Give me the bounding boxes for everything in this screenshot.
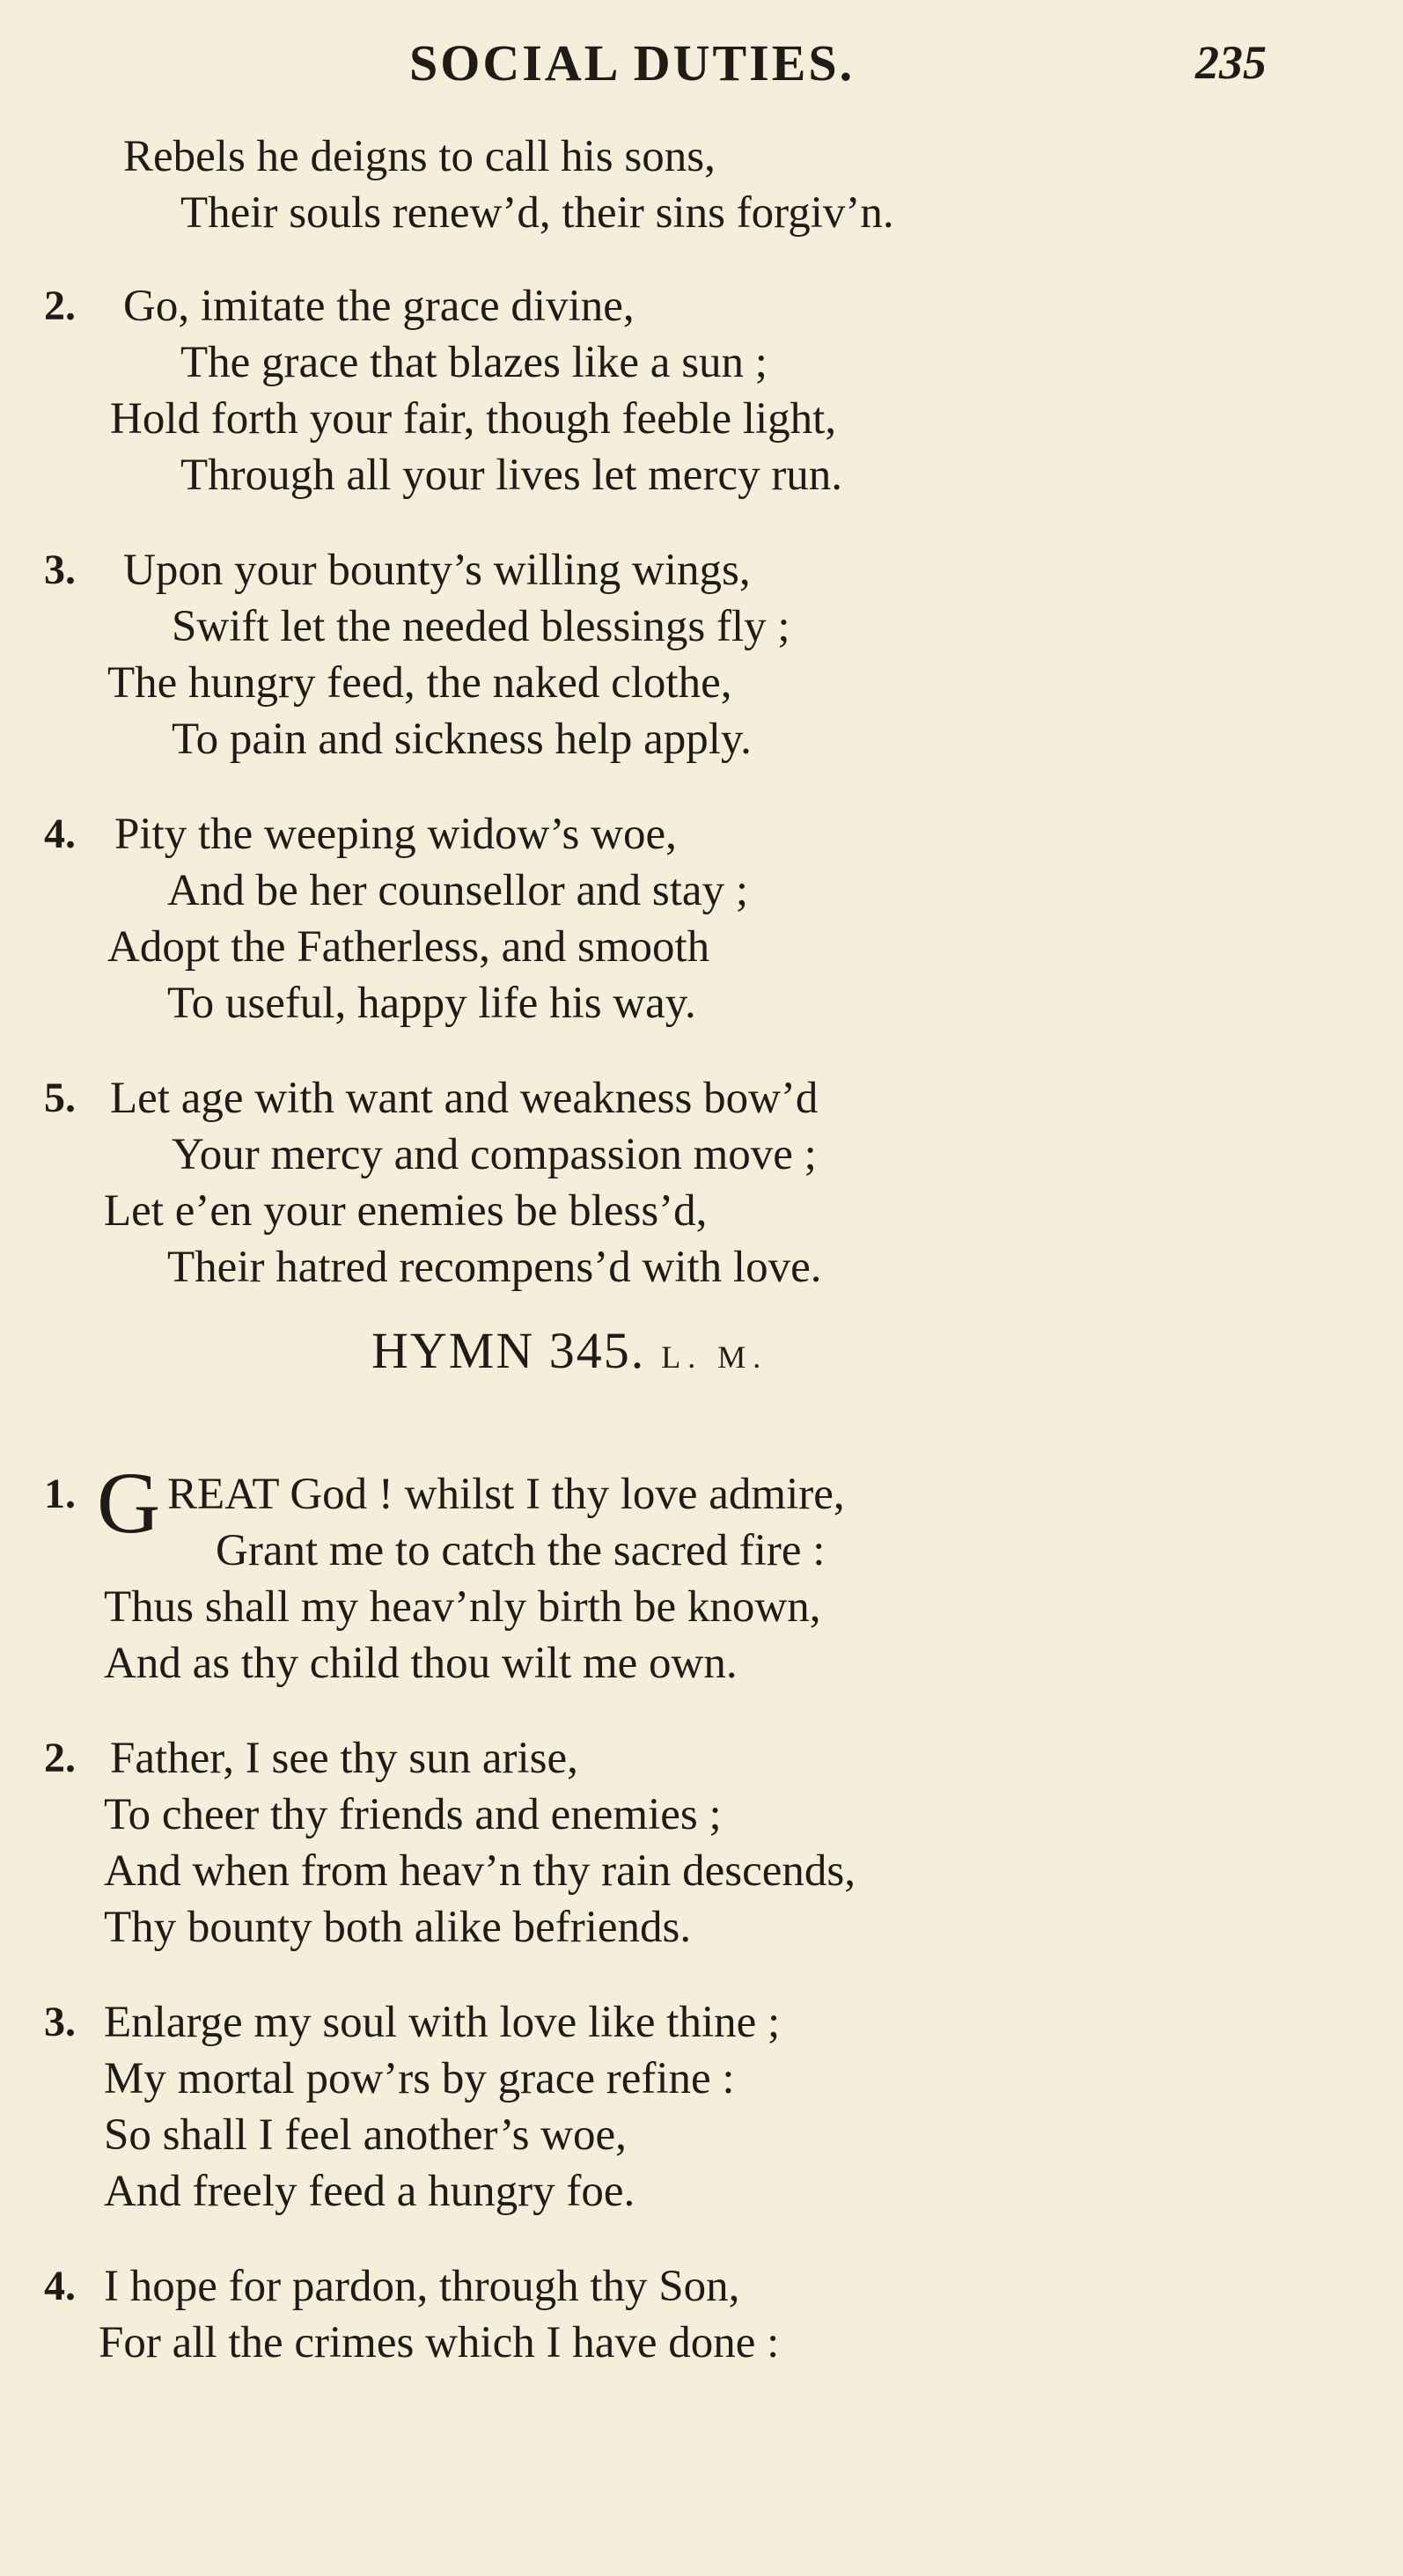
verse-line: Pity the weeping widow’s woe,: [114, 810, 677, 859]
verse-line: Thus shall my heav’nly birth be known,: [104, 1582, 821, 1632]
verse-line: Upon your bounty’s willing wings,: [123, 546, 751, 595]
stanza-number: 2.: [44, 283, 76, 329]
verse-line: And be her counsellor and stay ;: [167, 866, 748, 915]
hymn-title: HYMN 345.: [371, 1322, 646, 1379]
stanza-number: 1.: [44, 1471, 76, 1517]
stanza-number: 4.: [44, 811, 76, 857]
verse-line: Enlarge my soul with love like thine ;: [104, 1998, 781, 2047]
verse-line: To pain and sickness help apply.: [172, 715, 752, 764]
verse-line: To useful, happy life his way.: [167, 979, 696, 1028]
verse-line: To cheer thy friends and enemies ;: [104, 1790, 722, 1839]
verse-line: For all the crimes which I have done :: [99, 2318, 780, 2367]
verse-line: Hold forth your fair, though feeble light,: [110, 394, 837, 444]
verse-line: Let age with want and weakness bow’d: [110, 1074, 819, 1123]
verse-line: Through all your lives let mercy run.: [180, 451, 843, 500]
verse-line: Go, imitate the grace divine,: [123, 282, 635, 331]
verse-line: Their souls renew’d, their sins forgiv’n.: [180, 188, 894, 238]
running-title: SOCIAL DUTIES.: [409, 34, 856, 92]
verse-line: Your mercy and compassion move ;: [172, 1130, 817, 1179]
verse-line: Let e’en your enemies be bless’d,: [104, 1186, 708, 1236]
verse-line: My mortal pow’rs by grace refine :: [104, 2054, 735, 2103]
stanza-number: 3.: [44, 1999, 76, 2045]
verse-line: Father, I see thy sun arise,: [110, 1734, 578, 1783]
verse-line: So shall I feel another’s woe,: [104, 2110, 627, 2160]
drop-cap: G: [97, 1454, 161, 1552]
stanza-number: 2.: [44, 1735, 76, 1781]
verse-line: The grace that blazes like a sun ;: [180, 338, 768, 387]
hymn-heading: [371, 1320, 768, 1388]
verse-line: Swift let the needed blessings fly ;: [172, 602, 790, 651]
verse-line: Their hatred recompens’d with love.: [167, 1243, 822, 1292]
verse-line: Rebels he deigns to call his sons,: [123, 132, 716, 181]
verse-line: REAT God ! whilst I thy love admire,: [167, 1470, 845, 1519]
verse-line: The hungry feed, the naked clothe,: [107, 658, 732, 708]
verse-line: I hope for pardon, through thy Son,: [104, 2262, 740, 2311]
verse-line: Thy bounty both alike befriends.: [104, 1903, 692, 1952]
stanza-number: 4.: [44, 2263, 76, 2309]
running-head: [0, 33, 1403, 95]
verse-line: And when from heav’n thy rain descends,: [104, 1846, 856, 1896]
verse-line: Grant me to catch the sacred fire :: [216, 1526, 826, 1575]
verse-line: And as thy child thou wilt me own.: [104, 1639, 738, 1688]
verse-line: And freely feed a hungry foe.: [104, 2167, 635, 2216]
hymn-meter: L. M.: [661, 1339, 768, 1375]
page-number: 235: [1195, 36, 1267, 89]
stanza-number: 5.: [44, 1075, 76, 1121]
verse-line: Adopt the Fatherless, and smooth: [107, 922, 710, 972]
stanza-number: 3.: [44, 547, 76, 593]
